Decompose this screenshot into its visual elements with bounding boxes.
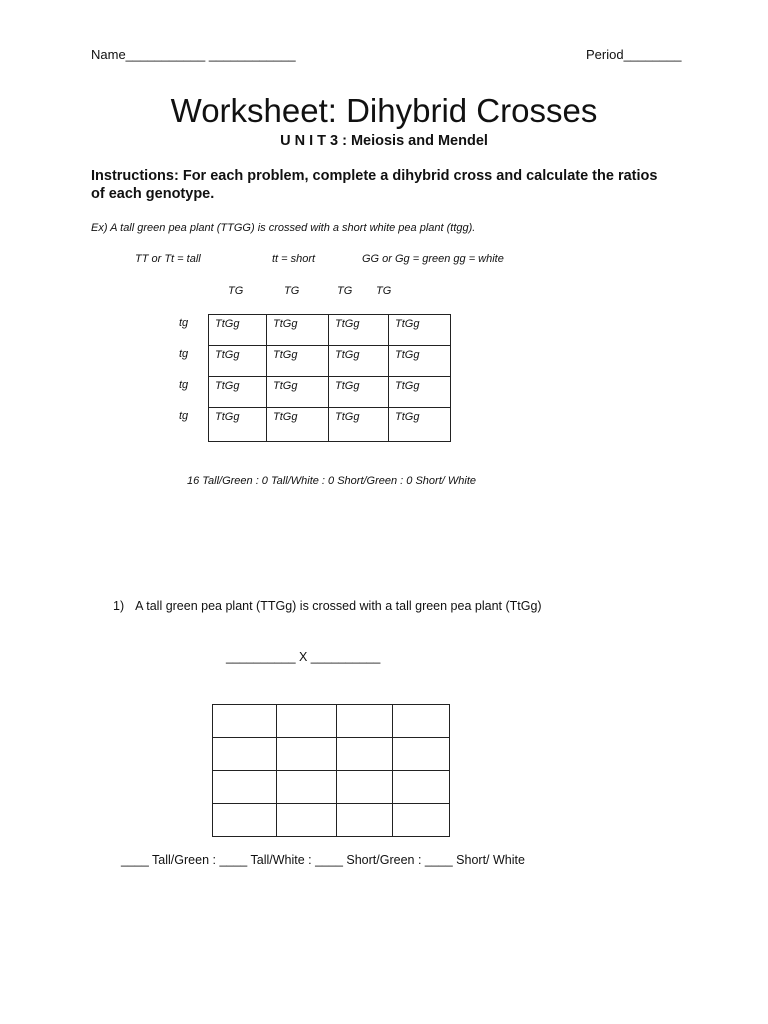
example-row-header: tg [179, 317, 189, 329]
punnett-cell-blank[interactable] [277, 738, 337, 771]
cross-blank[interactable]: __________ X __________ [226, 650, 381, 664]
table-row [209, 315, 451, 346]
example-punnett-square [208, 314, 451, 442]
problem-1-text [113, 599, 542, 613]
punnett-cell-blank[interactable] [213, 738, 277, 771]
period-field: Period________ [586, 47, 682, 62]
table-row [209, 377, 451, 408]
punnett-cell-blank[interactable] [213, 804, 277, 837]
punnett-cell-blank[interactable] [393, 804, 450, 837]
punnett-cell-blank[interactable] [337, 705, 393, 738]
punnett-cell-blank[interactable] [337, 738, 393, 771]
problem-1-punnett-square [212, 704, 450, 837]
example-ratio: 16 Tall/Green : 0 Tall/White : 0 Short/Green : 0 Short/ White [187, 475, 476, 487]
punnett-cell-blank[interactable] [277, 771, 337, 804]
punnett-cell: TtGg [209, 377, 267, 408]
punnett-cell: TtGg [329, 377, 389, 408]
punnett-cell: TtGg [267, 377, 329, 408]
problem-number: 1) [113, 599, 125, 613]
page-title: Worksheet: Dihybrid Crosses [170, 92, 598, 129]
punnett-cell: TtGg [329, 346, 389, 377]
page-subtitle: U N I T 3 : Meiosis and Mendel [280, 133, 488, 149]
table-row [213, 804, 450, 837]
example-row-header: tg [179, 348, 189, 360]
punnett-cell: TtGg [267, 346, 329, 377]
name-field: Name___________ ____________ [91, 47, 296, 62]
punnett-cell-blank[interactable] [213, 771, 277, 804]
example-row-header: tg [179, 379, 189, 391]
punnett-cell-blank[interactable] [393, 771, 450, 804]
punnett-cell: TtGg [389, 315, 451, 346]
example-column-header: TG [284, 285, 300, 297]
punnett-cell: TtGg [267, 315, 329, 346]
punnett-cell: TtGg [389, 408, 451, 442]
table-row [209, 408, 451, 442]
table-row [209, 346, 451, 377]
punnett-cell-blank[interactable] [213, 705, 277, 738]
punnett-cell-blank[interactable] [393, 738, 450, 771]
punnett-cell: TtGg [209, 315, 267, 346]
punnett-cell: TtGg [209, 346, 267, 377]
key-color: GG or Gg = green gg = white [362, 253, 504, 265]
example-column-header: TG [337, 285, 353, 297]
key-tall: TT or Tt = tall [135, 253, 201, 265]
example-description: Ex) A tall green pea plant (TTGG) is crossed with a short white pea plant (ttgg). [91, 222, 476, 234]
problem-1-ratio-blanks[interactable]: ____ Tall/Green : ____ Tall/White : ____ Short/Green : ____ Short/ White [121, 853, 525, 867]
punnett-cell: TtGg [267, 408, 329, 442]
example-row-header: tg [179, 410, 189, 422]
problem-description: A tall green pea plant (TTGg) is crossed with a tall green pea plant (TtGg) [135, 599, 542, 613]
punnett-cell-blank[interactable] [337, 804, 393, 837]
instructions-text: Instructions: For each problem, complete a dihybrid cross and calculate the ratios of each genotype. [91, 168, 658, 202]
punnett-cell: TtGg [329, 408, 389, 442]
table-row [213, 771, 450, 804]
punnett-cell-blank[interactable] [393, 705, 450, 738]
punnett-cell: TtGg [389, 377, 451, 408]
punnett-cell: TtGg [209, 408, 267, 442]
table-row [213, 738, 450, 771]
key-short: tt = short [272, 253, 316, 265]
example-column-header: TG [228, 285, 244, 297]
punnett-cell-blank[interactable] [277, 804, 337, 837]
example-column-header: TG [376, 285, 392, 297]
punnett-cell-blank[interactable] [337, 771, 393, 804]
table-row [213, 705, 450, 738]
punnett-cell-blank[interactable] [277, 705, 337, 738]
punnett-cell: TtGg [389, 346, 451, 377]
punnett-cell: TtGg [329, 315, 389, 346]
